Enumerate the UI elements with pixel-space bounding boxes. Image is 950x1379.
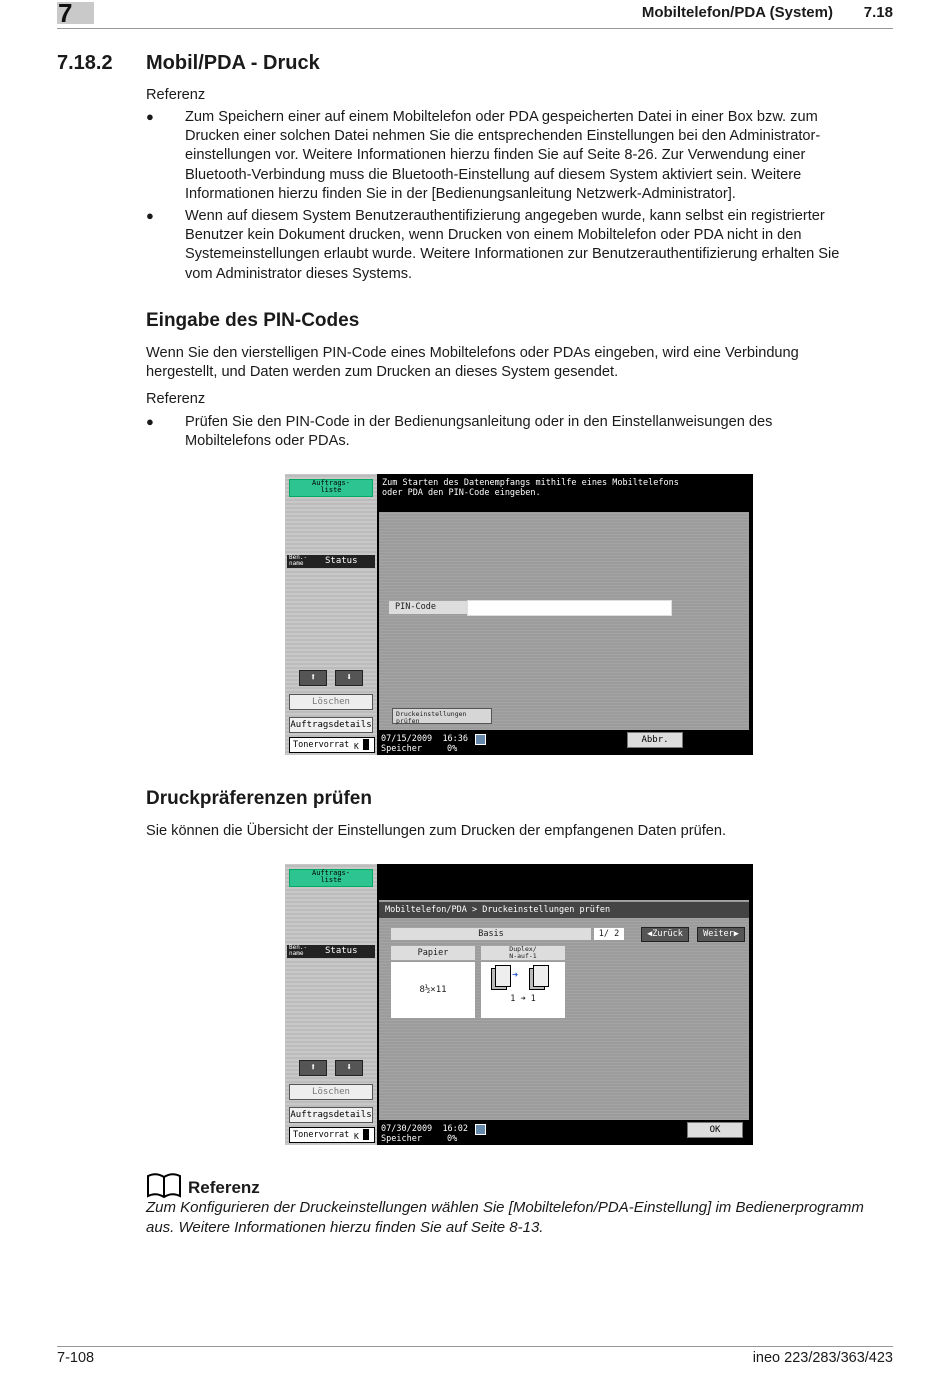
scroll-up-button[interactable] bbox=[299, 670, 327, 686]
chapter-number: 7 bbox=[58, 0, 73, 28]
time-display: 16:36 bbox=[442, 734, 469, 744]
down-arrow-icon: ⬇ bbox=[345, 672, 353, 683]
next-button[interactable]: Weiter▶ bbox=[697, 927, 745, 942]
delete-button[interactable]: Löschen bbox=[289, 694, 373, 710]
job-details-button[interactable]: Auftragsdetails bbox=[289, 717, 373, 733]
ok-button[interactable]: OK bbox=[687, 1122, 743, 1138]
network-icon bbox=[475, 1124, 486, 1135]
bullet-dot: ● bbox=[146, 208, 154, 223]
date-display: 07/15/2009 bbox=[381, 734, 433, 744]
breadcrumb: Mobiltelefon/PDA > Druckeinstellungen prüfen bbox=[379, 902, 749, 918]
page-icon bbox=[495, 965, 511, 987]
bullet-text-2: Wenn auf diesem System Benutzerauthentifizierung angegeben wurde, kann selbst ein registrierter Benutzer kein Dokument drucken, wenn Drucken von einem Mobiltelefon oder PDA nicht in den Systemeinstellungen erlaubt wurde. Weitere Informationen zur Benutzerauthentifizierung erhalten Sie vom Administrator dieses Systems. bbox=[185, 208, 840, 282]
date-display: 07/30/2009 bbox=[381, 1124, 433, 1134]
header-rule bbox=[57, 28, 893, 29]
referenz-title: Referenz bbox=[188, 1178, 260, 1197]
pin-bullet-text: Prüfen Sie den PIN-Code in der Bedienungsanleitung oder in den Einstellanweisungen des Mobiltelefons oder PDAs. bbox=[185, 414, 773, 450]
section-number: 7.18.2 bbox=[57, 52, 113, 74]
footer-rule bbox=[57, 1346, 893, 1347]
model-name: ineo 223/283/363/423 bbox=[752, 1350, 893, 1366]
paper-label: Papier bbox=[391, 946, 475, 960]
left-pane bbox=[285, 864, 377, 1145]
section-title: Mobil/PDA - Druck bbox=[146, 52, 320, 74]
pref-section-title: Druckpräferenzen prüfen bbox=[146, 788, 372, 809]
bullet-dot: ● bbox=[146, 109, 154, 124]
job-details-button[interactable]: Auftragsdetails bbox=[289, 1107, 373, 1123]
network-icon bbox=[475, 734, 486, 745]
memory-value: 0% bbox=[447, 744, 458, 754]
arrow-right-icon: ➜ bbox=[512, 970, 519, 981]
tab-basis[interactable]: Basis bbox=[391, 928, 591, 940]
job-list-header: Ben.- name Status bbox=[287, 555, 375, 568]
scroll-up-button[interactable] bbox=[299, 1060, 327, 1076]
toner-indicator: Tonervorrat K bbox=[289, 1127, 375, 1143]
print-settings-screenshot bbox=[285, 864, 753, 1145]
status-bar: 07/15/2009 16:36 Speicher 0% bbox=[377, 731, 617, 755]
scroll-down-button[interactable] bbox=[335, 670, 363, 686]
duplex-label: Duplex/ N-auf-1 bbox=[481, 946, 565, 960]
pin-section-title: Eingabe des PIN-Codes bbox=[146, 310, 360, 331]
back-button[interactable]: ◀Zurück bbox=[641, 927, 689, 942]
toner-indicator: Tonervorrat K bbox=[289, 737, 375, 753]
up-arrow-icon: ⬆ bbox=[309, 1062, 317, 1073]
bullet-text-1: Zum Speichern einer auf einem Mobiltelefon oder PDA gespeicherten Datei in einer Box bzw. zum Drucken einer solchen Datei nehmen Sie die entsprechenden Einstellungen bei den Administrator- einstellungen vor. Weitere Informationen hierzu finden Sie auf Seite 8-26. Zur Verwendung einer Bluetooth-Verbindung muss die Bluetooth-Einstellung auf diesem System aktiviert sein. Weitere Informationen hierzu finden Sie in der [Bedienungsanleitung Netzwerk-Administrator]. bbox=[185, 109, 821, 202]
pin-code-label: PIN-Code bbox=[389, 601, 467, 614]
paper-value: 8½×11 bbox=[391, 962, 475, 1018]
cancel-button[interactable]: Abbr. bbox=[627, 732, 683, 748]
toner-level-bar bbox=[363, 1129, 369, 1140]
main-pane bbox=[379, 900, 749, 1120]
check-print-settings-button[interactable]: Druckeinstellungen prüfen bbox=[392, 708, 492, 724]
duplex-value: 1 ➜ 1 bbox=[510, 994, 536, 1004]
referenz-body: Zum Konfigurieren der Druckeinstellungen wählen Sie [Mobiltelefon/PDA-Einstellung] im Bedienerprogramm aus. Weitere Informationen hierzu finden Sie auf Seite 8-13. bbox=[146, 1199, 864, 1236]
running-header-section: 7.18 bbox=[863, 4, 893, 21]
up-arrow-icon: ⬆ bbox=[309, 672, 317, 683]
running-header-title: Mobiltelefon/PDA (System) bbox=[641, 4, 833, 21]
pin-entry-screenshot bbox=[285, 474, 753, 755]
status-bar: 07/30/2009 16:02 Speicher 0% bbox=[377, 1121, 617, 1145]
left-pane bbox=[285, 474, 377, 755]
main-pane bbox=[379, 512, 749, 730]
page-icon bbox=[533, 965, 549, 987]
toner-level-bar bbox=[363, 739, 369, 750]
bullet-dot: ● bbox=[146, 414, 154, 429]
job-list-button[interactable]: Auftrags- liste bbox=[289, 479, 373, 497]
message-area: Zum Starten des Datenempfangs mithilfe eines Mobiltelefons oder PDA den PIN-Code eingeben. bbox=[379, 474, 753, 508]
referenz-label: Referenz bbox=[146, 87, 206, 103]
pref-section-paragraph: Sie können die Übersicht der Einstellungen zum Drucken der empfangenen Daten prüfen. bbox=[146, 823, 727, 839]
job-list-button[interactable]: Auftrags- liste bbox=[289, 869, 373, 887]
job-list-header: Ben.- name Status bbox=[287, 945, 375, 958]
down-arrow-icon: ⬇ bbox=[345, 1062, 353, 1073]
time-display: 16:02 bbox=[442, 1124, 469, 1134]
page-number: 7-108 bbox=[57, 1350, 95, 1366]
delete-button[interactable]: Löschen bbox=[289, 1084, 373, 1100]
duplex-value-box bbox=[481, 962, 565, 1018]
scroll-down-button[interactable] bbox=[335, 1060, 363, 1076]
page-indicator: 1/ 2 bbox=[594, 928, 624, 940]
pin-section-paragraph: Wenn Sie den vierstelligen PIN-Code eines Mobiltelefons oder PDAs eingeben, wird eine Verbindung hergestellt, und Daten werden zum Drucken an dieses System gesendet. bbox=[146, 345, 799, 381]
referenz-label: Referenz bbox=[146, 391, 206, 407]
memory-value: 0% bbox=[447, 1134, 458, 1144]
pin-code-input[interactable] bbox=[467, 600, 672, 616]
